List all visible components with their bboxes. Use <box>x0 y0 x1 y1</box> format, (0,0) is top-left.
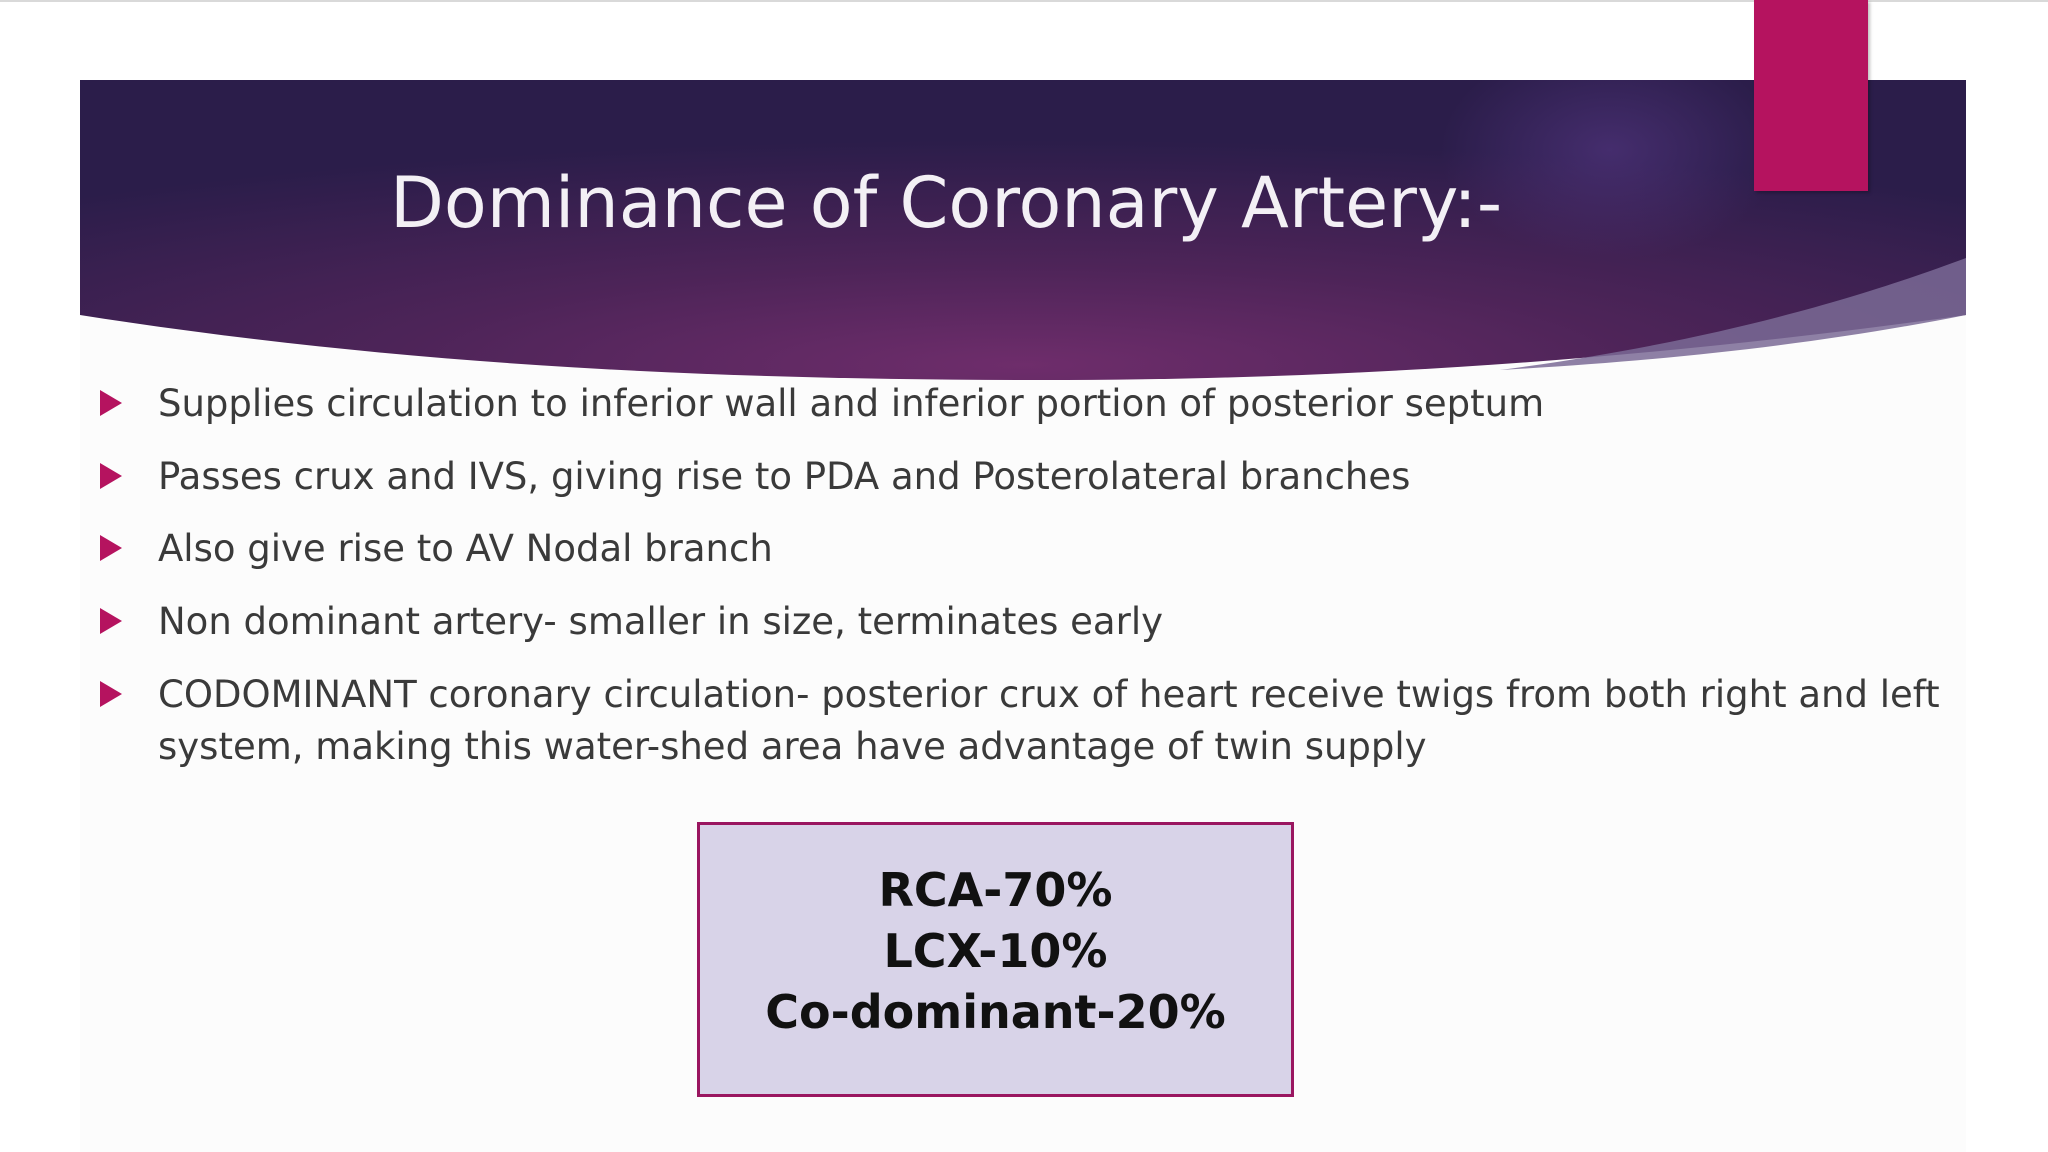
bullet-text: Passes crux and IVS, giving rise to PDA and Posterolateral branches <box>158 455 1411 498</box>
bullet-text: CODOMINANT coronary circulation- posterior crux of heart receive twigs from both right and left system, making this water-shed area have advantage of twin supply <box>158 673 1940 768</box>
slide-title: Dominance of Coronary Artery:- <box>390 162 1503 244</box>
top-divider <box>0 0 2048 2</box>
triangle-bullet-icon <box>100 681 122 707</box>
bullet-text: Also give rise to AV Nodal branch <box>158 527 773 570</box>
triangle-bullet-icon <box>100 463 122 489</box>
triangle-bullet-icon <box>100 535 122 561</box>
dominance-stats-box <box>697 822 1294 1097</box>
stat-lcx: LCX-10% <box>883 924 1108 978</box>
stat-codominant: Co-dominant-20% <box>765 985 1226 1039</box>
bullet-text: Non dominant artery- smaller in size, terminates early <box>158 600 1163 643</box>
bullet-text: Supplies circulation to inferior wall and inferior portion of posterior septum <box>158 382 1545 425</box>
triangle-bullet-icon <box>100 608 122 634</box>
accent-tab <box>1754 0 1868 191</box>
stat-rca: RCA-70% <box>878 863 1113 917</box>
triangle-bullet-icon <box>100 390 122 416</box>
